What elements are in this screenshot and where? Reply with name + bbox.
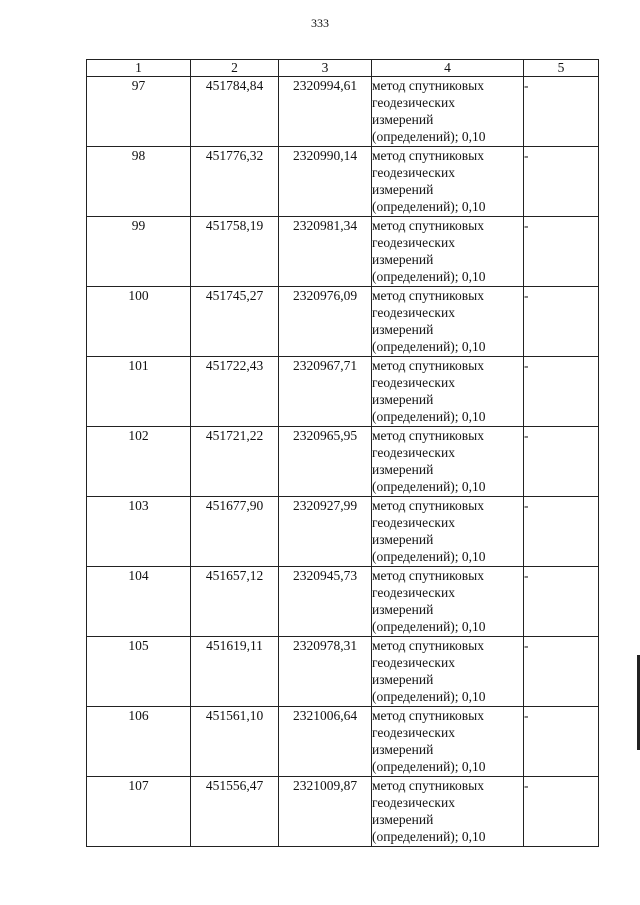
point-number-cell: 104 <box>87 567 191 637</box>
x-coordinate-cell: 451556,47 <box>191 777 279 847</box>
method-line: (определений); 0,10 <box>372 829 486 844</box>
y-coordinate-cell: 2320927,99 <box>279 497 372 567</box>
method-cell <box>372 287 524 357</box>
method-line: измерений <box>372 252 434 267</box>
table-row <box>87 427 599 497</box>
x-coordinate-cell: 451657,12 <box>191 567 279 637</box>
table-row <box>87 497 599 567</box>
note-cell: - <box>524 497 599 567</box>
method-line: геодезических <box>372 585 455 600</box>
x-coordinate-cell: 451776,32 <box>191 147 279 217</box>
method-line: (определений); 0,10 <box>372 549 486 564</box>
method-cell <box>372 357 524 427</box>
method-line: геодезических <box>372 95 455 110</box>
y-coordinate-cell: 2320990,14 <box>279 147 372 217</box>
table-row <box>87 777 599 847</box>
method-line: геодезических <box>372 235 455 250</box>
y-coordinate-cell: 2321006,64 <box>279 707 372 777</box>
x-coordinate-cell: 451722,43 <box>191 357 279 427</box>
method-line: метод спутниковых <box>372 428 484 443</box>
note-cell: - <box>524 287 599 357</box>
note-cell: - <box>524 357 599 427</box>
table-row <box>87 147 599 217</box>
note-cell: - <box>524 77 599 147</box>
column-header-1: 1 <box>87 60 191 77</box>
method-line: геодезических <box>372 725 455 740</box>
method-cell <box>372 217 524 287</box>
y-coordinate-cell: 2320976,09 <box>279 287 372 357</box>
method-cell <box>372 147 524 217</box>
method-line: геодезических <box>372 375 455 390</box>
method-cell <box>372 777 524 847</box>
method-line: геодезических <box>372 165 455 180</box>
page-number: 333 <box>311 16 329 30</box>
method-line: измерений <box>372 532 434 547</box>
column-header-2: 2 <box>191 60 279 77</box>
table-row <box>87 707 599 777</box>
y-coordinate-cell: 2320981,34 <box>279 217 372 287</box>
x-coordinate-cell: 451561,10 <box>191 707 279 777</box>
column-header-4: 4 <box>372 60 524 77</box>
method-line: метод спутниковых <box>372 148 484 163</box>
x-coordinate-cell: 451745,27 <box>191 287 279 357</box>
point-number-cell: 105 <box>87 637 191 707</box>
note-cell: - <box>524 777 599 847</box>
note-cell: - <box>524 637 599 707</box>
x-coordinate-cell: 451784,84 <box>191 77 279 147</box>
column-header-3: 3 <box>279 60 372 77</box>
y-coordinate-cell: 2320945,73 <box>279 567 372 637</box>
method-line: геодезических <box>372 305 455 320</box>
point-number-cell: 103 <box>87 497 191 567</box>
column-header-5: 5 <box>524 60 599 77</box>
point-number-cell: 100 <box>87 287 191 357</box>
method-line: измерений <box>372 112 434 127</box>
method-line: (определений); 0,10 <box>372 689 486 704</box>
note-cell: - <box>524 147 599 217</box>
method-cell <box>372 567 524 637</box>
table-header-row <box>87 60 599 77</box>
point-number-cell: 101 <box>87 357 191 427</box>
method-line: измерений <box>372 462 434 477</box>
method-cell <box>372 637 524 707</box>
x-coordinate-cell: 451758,19 <box>191 217 279 287</box>
table-body <box>87 77 599 847</box>
method-line: измерений <box>372 812 434 827</box>
method-line: метод спутниковых <box>372 638 484 653</box>
note-cell: - <box>524 217 599 287</box>
method-line: (определений); 0,10 <box>372 129 486 144</box>
method-line: метод спутниковых <box>372 778 484 793</box>
method-line: (определений); 0,10 <box>372 339 486 354</box>
method-line: (определений); 0,10 <box>372 409 486 424</box>
x-coordinate-cell: 451619,11 <box>191 637 279 707</box>
table-row <box>87 637 599 707</box>
method-line: измерений <box>372 602 434 617</box>
table-row <box>87 567 599 637</box>
method-cell <box>372 427 524 497</box>
point-number-cell: 97 <box>87 77 191 147</box>
method-line: (определений); 0,10 <box>372 759 486 774</box>
x-coordinate-cell: 451677,90 <box>191 497 279 567</box>
method-line: (определений); 0,10 <box>372 479 486 494</box>
method-line: геодезических <box>372 795 455 810</box>
y-coordinate-cell: 2320965,95 <box>279 427 372 497</box>
method-line: измерений <box>372 392 434 407</box>
y-coordinate-cell: 2320967,71 <box>279 357 372 427</box>
method-line: метод спутниковых <box>372 568 484 583</box>
method-line: метод спутниковых <box>372 498 484 513</box>
method-line: метод спутниковых <box>372 78 484 93</box>
method-cell <box>372 77 524 147</box>
method-line: геодезических <box>372 515 455 530</box>
method-line: метод спутниковых <box>372 708 484 723</box>
y-coordinate-cell: 2320994,61 <box>279 77 372 147</box>
point-number-cell: 98 <box>87 147 191 217</box>
method-line: геодезических <box>372 655 455 670</box>
method-line: (определений); 0,10 <box>372 269 486 284</box>
method-line: метод спутниковых <box>372 218 484 233</box>
point-number-cell: 107 <box>87 777 191 847</box>
point-number-cell: 99 <box>87 217 191 287</box>
note-cell: - <box>524 427 599 497</box>
y-coordinate-cell: 2320978,31 <box>279 637 372 707</box>
method-line: (определений); 0,10 <box>372 619 486 634</box>
y-coordinate-cell: 2321009,87 <box>279 777 372 847</box>
method-line: измерений <box>372 672 434 687</box>
point-number-cell: 102 <box>87 427 191 497</box>
method-cell <box>372 497 524 567</box>
note-cell: - <box>524 567 599 637</box>
note-cell: - <box>524 707 599 777</box>
coordinates-table <box>86 59 599 847</box>
table-row <box>87 357 599 427</box>
method-line: измерений <box>372 322 434 337</box>
point-number-cell: 106 <box>87 707 191 777</box>
method-line: измерений <box>372 182 434 197</box>
method-line: (определений); 0,10 <box>372 199 486 214</box>
table-row <box>87 217 599 287</box>
method-line: измерений <box>372 742 434 757</box>
table-row <box>87 287 599 357</box>
method-line: метод спутниковых <box>372 288 484 303</box>
method-line: геодезических <box>372 445 455 460</box>
table-row <box>87 77 599 147</box>
x-coordinate-cell: 451721,22 <box>191 427 279 497</box>
method-line: метод спутниковых <box>372 358 484 373</box>
method-cell <box>372 707 524 777</box>
